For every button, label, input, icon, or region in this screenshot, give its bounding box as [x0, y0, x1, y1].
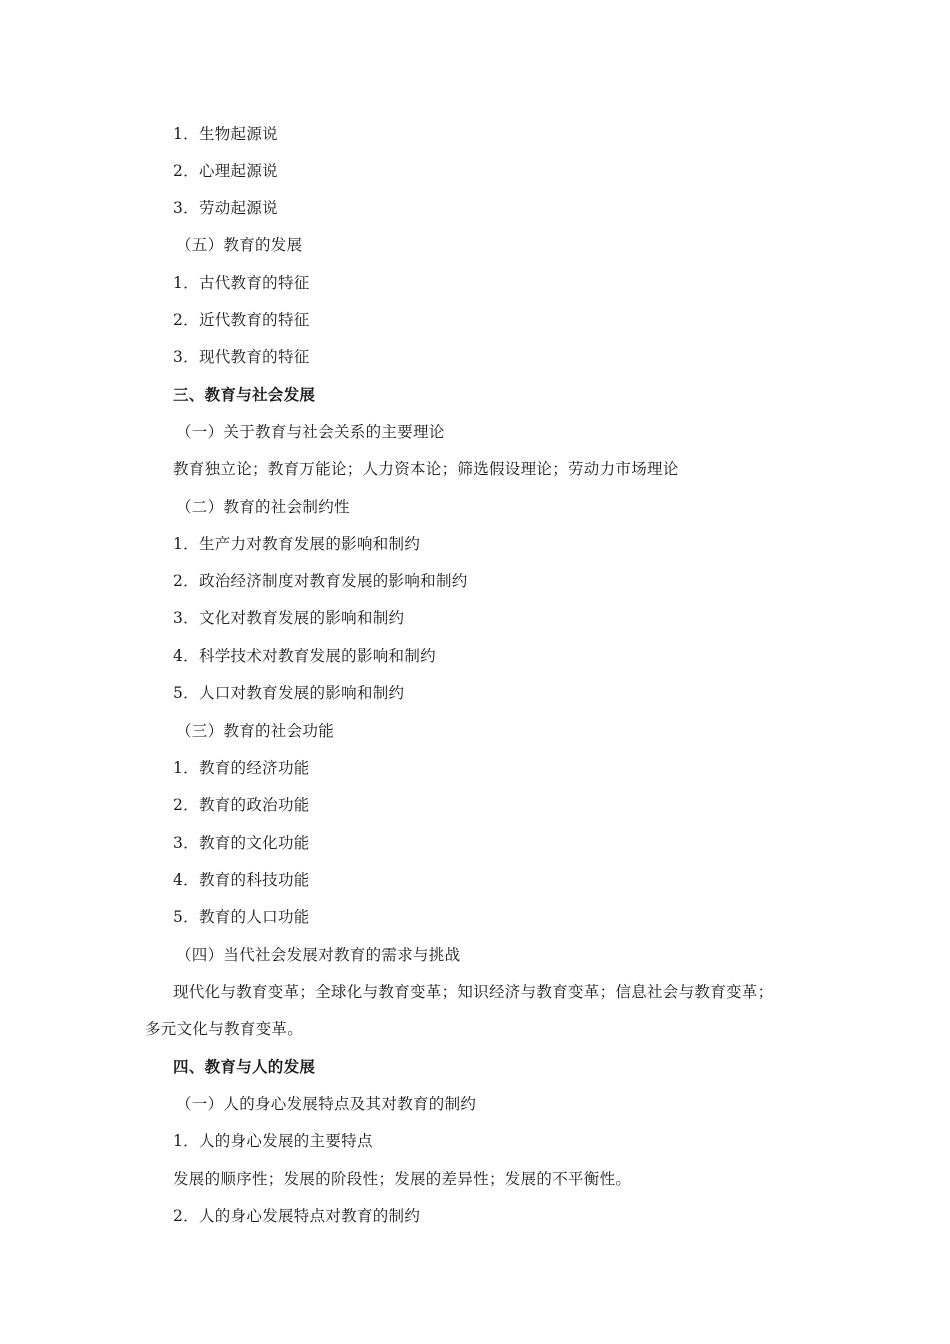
- outline-item: 1．古代教育的特征: [173, 274, 310, 292]
- outline-item: 2．近代教育的特征: [173, 311, 310, 329]
- outline-item: 3．教育的文化功能: [173, 834, 310, 852]
- subsection-heading: （三）教育的社会功能: [176, 722, 335, 740]
- outline-item: 3．现代教育的特征: [173, 348, 310, 366]
- section-heading: 四、教育与人的发展: [173, 1057, 316, 1076]
- body-text: 教育独立论；教育万能论；人力资本论；筛选假设理论；劳动力市场理论: [173, 460, 679, 478]
- outline-item: 3．文化对教育发展的影响和制约: [173, 609, 405, 627]
- subsection-heading: （五）教育的发展: [176, 236, 303, 254]
- outline-item: 2．教育的政治功能: [173, 796, 310, 814]
- outline-item: 1．人的身心发展的主要特点: [173, 1132, 373, 1150]
- body-text: 发展的顺序性；发展的阶段性；发展的差异性；发展的不平衡性。: [173, 1170, 632, 1188]
- outline-item: 2．政治经济制度对教育发展的影响和制约: [173, 572, 468, 590]
- subsection-heading: （一）关于教育与社会关系的主要理论: [176, 423, 445, 441]
- outline-item: 5．教育的人口功能: [173, 908, 310, 926]
- body-text-continuation: 多元文化与教育变革。: [145, 1020, 304, 1038]
- outline-item: 4．科学技术对教育发展的影响和制约: [173, 647, 436, 665]
- outline-item: 1．教育的经济功能: [173, 759, 310, 777]
- subsection-heading: （二）教育的社会制约性: [176, 498, 350, 516]
- section-heading: 三、教育与社会发展: [173, 385, 316, 404]
- outline-item: 1．生物起源说: [173, 125, 278, 143]
- outline-item: 3．劳动起源说: [173, 199, 278, 217]
- outline-item: 5．人口对教育发展的影响和制约: [173, 684, 405, 702]
- outline-item: 4．教育的科技功能: [173, 871, 310, 889]
- body-text: 现代化与教育变革；全球化与教育变革；知识经济与教育变革；信息社会与教育变革；: [173, 983, 774, 1001]
- subsection-heading: （四）当代社会发展对教育的需求与挑战: [176, 946, 461, 964]
- outline-item: 2．心理起源说: [173, 162, 278, 180]
- outline-item: 1．生产力对教育发展的影响和制约: [173, 535, 421, 553]
- subsection-heading: （一）人的身心发展特点及其对教育的制约: [176, 1095, 477, 1113]
- outline-item: 2．人的身心发展特点对教育的制约: [173, 1207, 421, 1225]
